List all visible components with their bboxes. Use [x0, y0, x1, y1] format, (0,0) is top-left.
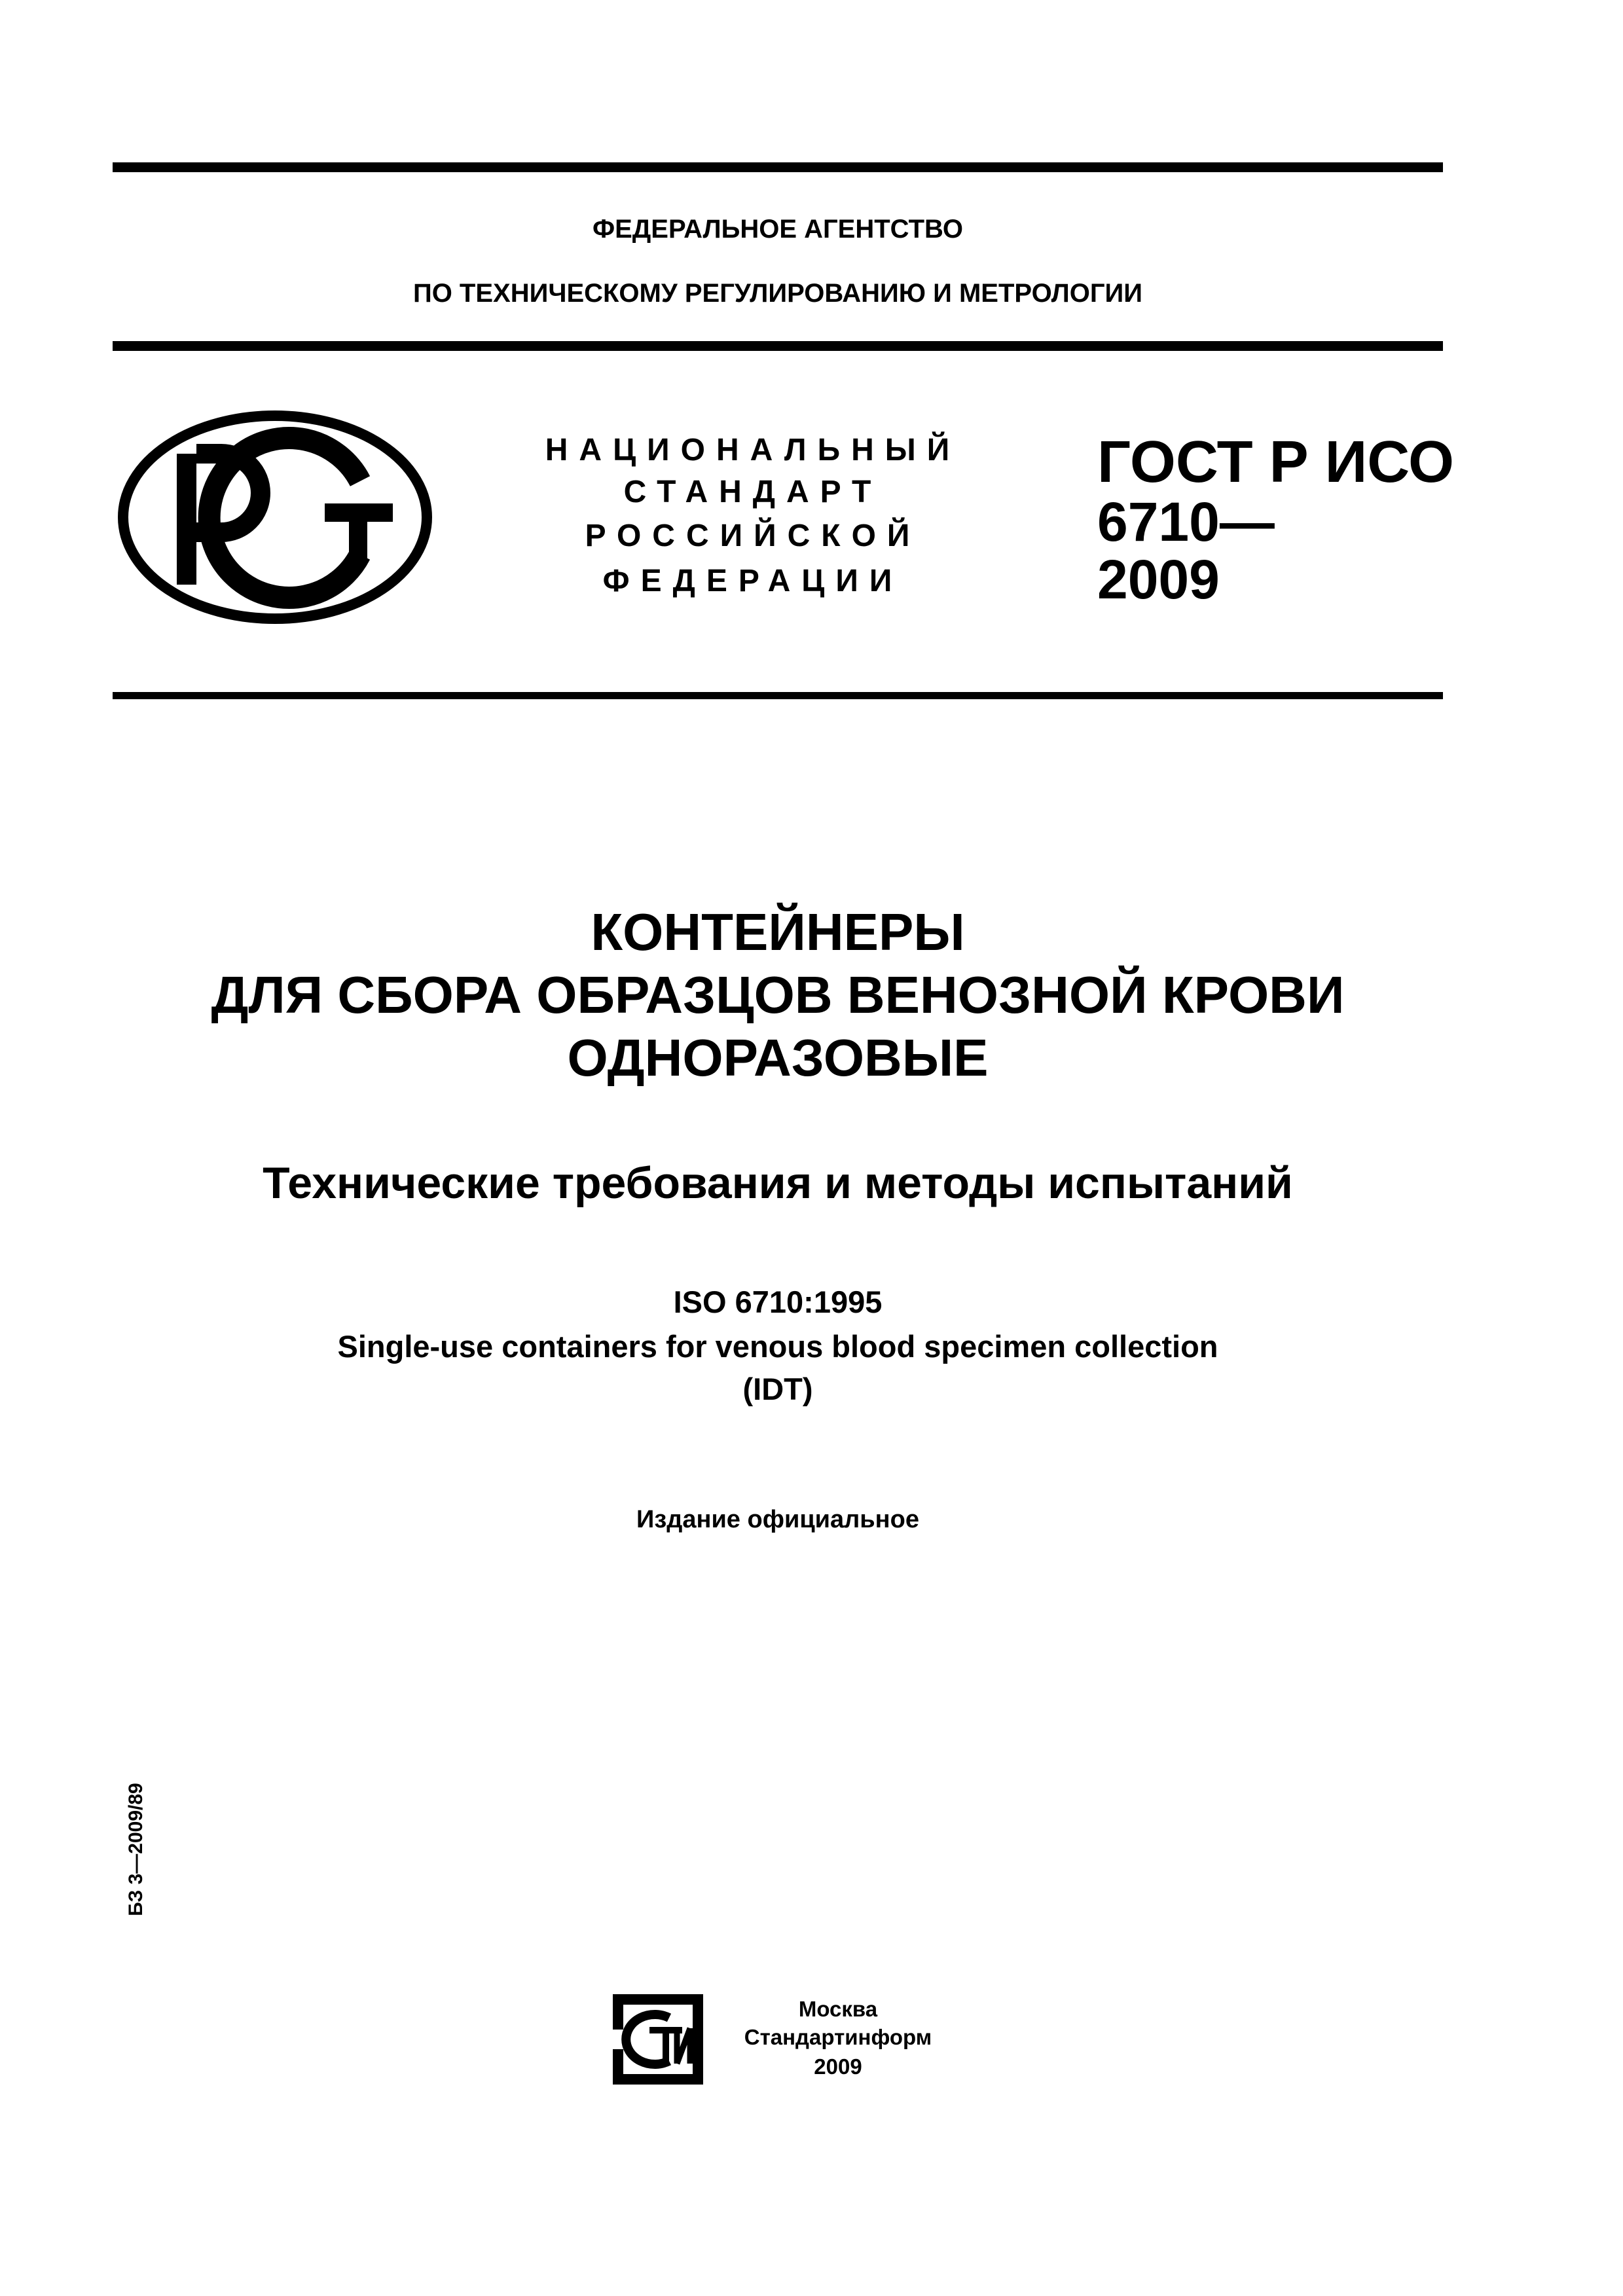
- document-subtitle: Технические требования и методы испытаний: [263, 1158, 1293, 1208]
- middle-rule: [113, 341, 1443, 351]
- bottom-rule: [113, 692, 1443, 699]
- publisher-name: Стандартинформ: [744, 2025, 932, 2049]
- standard-type-line3: РОССИЙСКОЙ: [585, 519, 921, 553]
- standard-type-line1: НАЦИОНАЛЬНЫЙ: [545, 433, 961, 467]
- standard-type-line2: СТАНДАРТ: [623, 475, 883, 509]
- top-rule: [113, 162, 1443, 172]
- iso-code: ISO 6710:1995: [673, 1285, 883, 1319]
- designation-line2: 6710—: [1097, 491, 1275, 553]
- edition-note: Издание официальное: [636, 1506, 919, 1533]
- gost-rst-logo: [117, 409, 433, 625]
- designation-line1: ГОСТ Р ИСО: [1097, 429, 1455, 495]
- iso-title: Single-use containers for venous blood specimen collection: [337, 1329, 1218, 1364]
- standartinform-logo: [609, 1990, 707, 2088]
- standard-type-line4: ФЕДЕРАЦИИ: [602, 564, 903, 598]
- side-code-text: БЗ 3—2009/89: [125, 1783, 147, 1916]
- publisher-year: 2009: [814, 2054, 862, 2079]
- document-title-line2: ДЛЯ СБОРА ОБРАЗЦОВ ВЕНОЗНОЙ КРОВИ: [211, 966, 1345, 1024]
- agency-name-line2: ПО ТЕХНИЧЕСКОМУ РЕГУЛИРОВАНИЮ И МЕТРОЛОГИИ: [412, 279, 1143, 308]
- agency-name-line1: ФЕДЕРАЛЬНОЕ АГЕНТСТВО: [592, 215, 964, 244]
- document-title-line1: КОНТЕЙНЕРЫ: [591, 903, 965, 961]
- designation-line3: 2009: [1097, 549, 1220, 610]
- iso-equivalence: (IDT): [742, 1372, 813, 1406]
- side-code: [123, 1741, 149, 1958]
- document-title-line3: ОДНОРАЗОВЫЕ: [567, 1029, 989, 1087]
- publisher-city: Москва: [798, 1997, 878, 2021]
